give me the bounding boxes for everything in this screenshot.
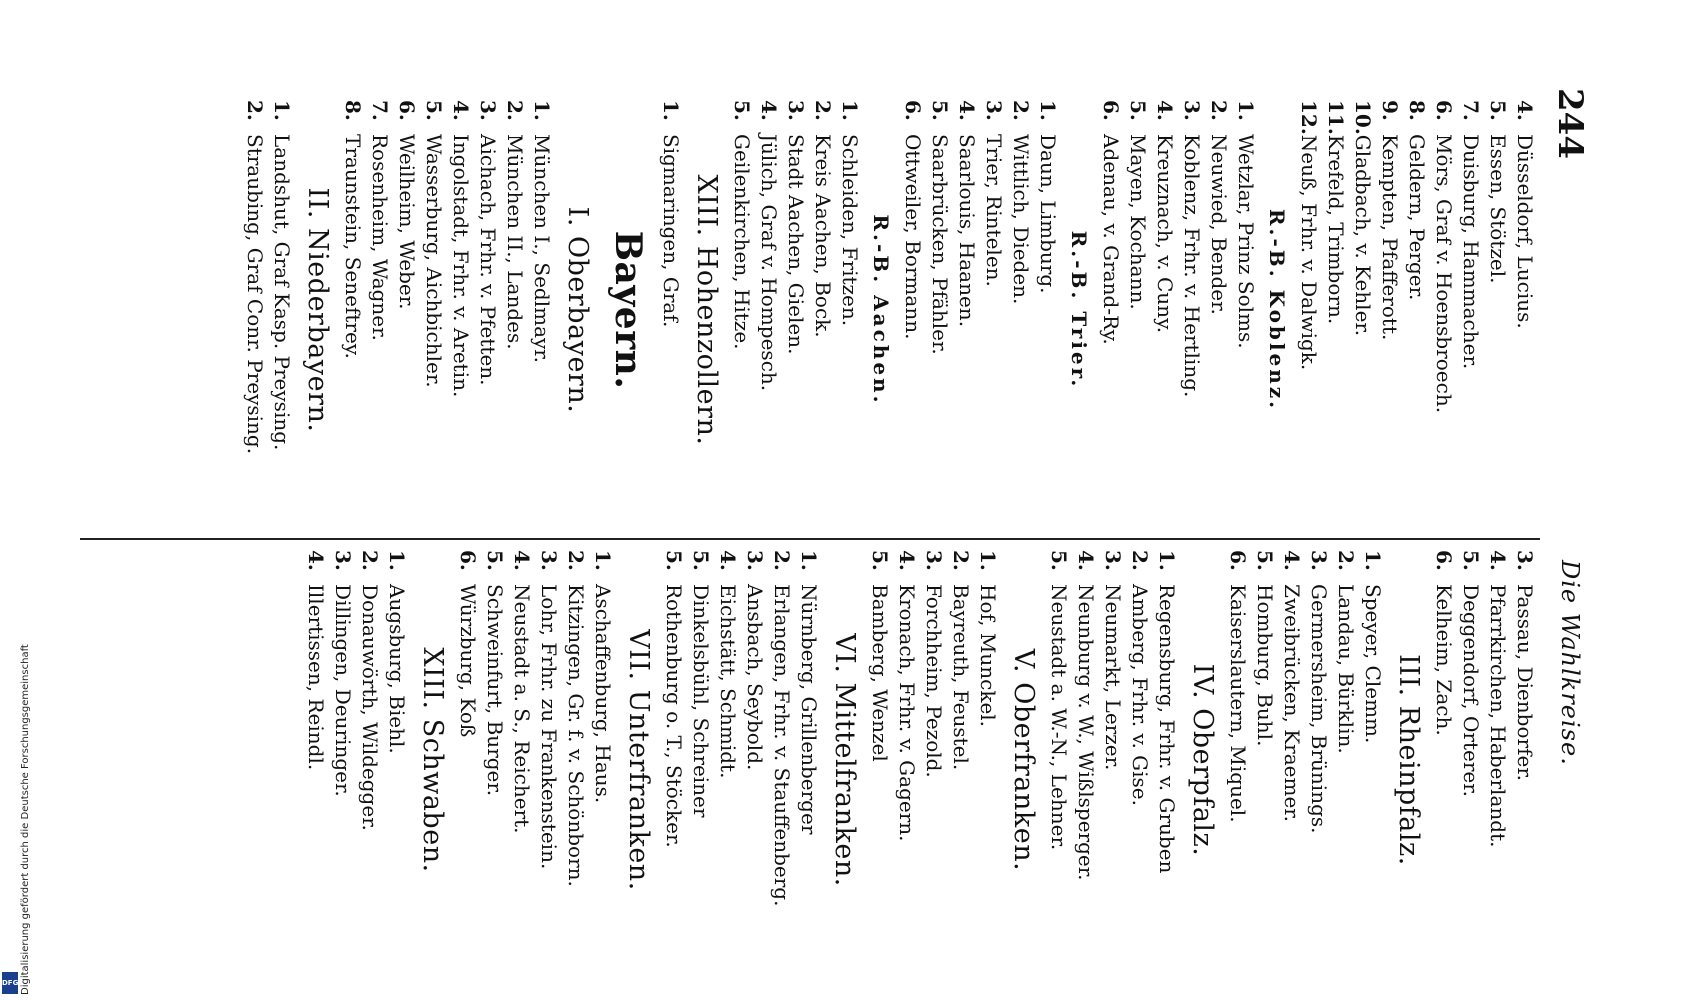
- list-item: [768, 550, 795, 970]
- item-text: Neunburg v. W., Wißlsperger.: [1074, 584, 1098, 881]
- list-item: [741, 550, 768, 970]
- item-number: 5.: [422, 100, 446, 121]
- rotated-page-content: [100, 80, 1590, 960]
- item-text: Sigmaringen, Graf.: [659, 134, 683, 328]
- item-number: 9.: [1378, 100, 1402, 121]
- item-number: 5.: [483, 550, 507, 571]
- digitization-note: [4, 600, 31, 995]
- oberbayern-list: [339, 100, 555, 520]
- item-number: 3.: [476, 100, 500, 121]
- item-number: 3.: [1101, 550, 1125, 571]
- item-text: Trier, Rintelen.: [982, 134, 1006, 287]
- list-item: [953, 100, 980, 520]
- list-item: [1034, 100, 1061, 520]
- section-heading-niederbayern: II. Niederbayern.: [302, 187, 333, 433]
- list-item: [728, 100, 755, 520]
- column-divider: [80, 538, 1540, 540]
- item-text: München I., Sedlmayr.: [530, 134, 554, 364]
- list-item: [947, 550, 974, 970]
- list-item: [302, 550, 329, 970]
- item-text: Rosenheim, Wagner.: [368, 134, 392, 341]
- item-number: 2.: [1009, 100, 1033, 121]
- item-text: Eichstätt, Schmidt.: [716, 584, 740, 779]
- list-item: [974, 550, 1001, 970]
- item-text: Essen, Stötzel.: [1486, 134, 1510, 284]
- item-number: 1.: [976, 550, 1000, 571]
- list-item: [481, 550, 508, 970]
- list-item: [1205, 100, 1232, 520]
- list-item: [1457, 550, 1484, 970]
- list-item: [714, 550, 741, 970]
- list-item: [687, 550, 714, 970]
- item-text: Amberg, Frhr. v. Gise.: [1128, 584, 1152, 806]
- item-text: Ansbach, Seybold.: [743, 584, 767, 771]
- page-header: [1550, 80, 1590, 960]
- list-item: [528, 100, 555, 520]
- list-item: [1295, 100, 1322, 520]
- item-text: Stadt Aachen, Gielen.: [784, 134, 808, 355]
- item-text: Kaiserslautern, Miquel.: [1226, 584, 1250, 823]
- item-number: 4.: [1153, 100, 1177, 121]
- item-number: 1.: [797, 550, 821, 571]
- list-item: [1178, 100, 1205, 520]
- list-item: [1305, 550, 1332, 970]
- list-item: [1332, 550, 1359, 970]
- item-number: 4.: [895, 550, 919, 571]
- list-item: [1403, 100, 1430, 520]
- item-text: Kreuznach, v. Cuny.: [1153, 134, 1177, 334]
- section-heading-oberpfalz: IV. Oberpfalz.: [1187, 663, 1218, 857]
- item-number: 3.: [1513, 550, 1537, 571]
- rheinpfalz-list: [1224, 550, 1386, 970]
- list-item: [1153, 550, 1180, 970]
- list-item: [795, 550, 822, 970]
- item-number: 7.: [1459, 100, 1483, 121]
- item-text: Erlangen, Frhr. v. Stauffenberg.: [770, 584, 794, 907]
- list-item: [809, 100, 836, 520]
- item-number: 5.: [730, 100, 754, 121]
- item-number: 4.: [1280, 550, 1304, 571]
- list-item: [1224, 550, 1251, 970]
- section-heading-oberbayern: I. Oberbayern.: [562, 206, 593, 414]
- item-text: Pfarrkirchen, Haberlandt.: [1486, 584, 1510, 848]
- schwaben-list: [302, 550, 410, 970]
- item-number: 6.: [901, 100, 925, 121]
- item-number: 6.: [1099, 100, 1123, 121]
- item-number: 4.: [757, 100, 781, 121]
- item-text: Schleiden, Fritzen.: [838, 134, 862, 327]
- list-item: [1484, 550, 1511, 970]
- item-number: 6.: [1432, 550, 1456, 571]
- dfg-logo: DFG: [2, 972, 18, 994]
- section-heading-schwaben: XIII. Schwaben.: [417, 647, 448, 873]
- list-item: [1359, 550, 1386, 970]
- running-title: Die Wahlkreise.: [1556, 560, 1584, 766]
- item-number: 1.: [530, 100, 554, 121]
- item-number: 3.: [982, 100, 1006, 121]
- item-number: 2.: [949, 550, 973, 571]
- item-number: 2.: [358, 550, 382, 571]
- item-text: Bamberg, Wenzel: [868, 584, 892, 762]
- item-text: Wetzlar, Prinz Solms.: [1234, 134, 1258, 349]
- item-number: 5.: [1486, 100, 1510, 121]
- item-text: Zweibrücken, Kraemer.: [1280, 584, 1304, 823]
- item-number: 4.: [1513, 100, 1537, 121]
- mittelfranken-list: [660, 550, 822, 970]
- item-text: Bayreuth, Feustel.: [949, 584, 973, 771]
- list-item: [920, 550, 947, 970]
- item-number: 5.: [1459, 550, 1483, 571]
- list-item: [1007, 100, 1034, 520]
- list-item: [1151, 100, 1178, 520]
- item-number: 2.: [564, 550, 588, 571]
- item-text: München II., Landes.: [503, 134, 527, 350]
- item-text: Deggendorf, Orterer.: [1459, 584, 1483, 797]
- list-item: [1349, 100, 1376, 520]
- list-item: [268, 100, 295, 520]
- list-item: [1376, 100, 1403, 520]
- list-item: [366, 100, 393, 520]
- list-item: [1322, 100, 1349, 520]
- list-item: [1511, 100, 1538, 520]
- list-item: [1097, 100, 1124, 520]
- item-number: 6.: [1226, 550, 1250, 571]
- item-number: 1.: [1361, 550, 1385, 571]
- list-item: [508, 550, 535, 970]
- section-heading-mittelfranken: VI. Mittelfranken.: [829, 633, 860, 887]
- item-text: Ottweiler, Bormann.: [901, 134, 925, 340]
- item-number: 1.: [591, 550, 615, 571]
- left-column: [241, 100, 1538, 520]
- item-number: 3.: [1307, 550, 1331, 571]
- item-text: Jülich, Graf v. Hompesch.: [757, 134, 781, 392]
- list-item: [1251, 550, 1278, 970]
- item-number: 2.: [1334, 550, 1358, 571]
- list-item: [339, 100, 366, 520]
- list-item: [1430, 100, 1457, 520]
- section-heading-aachen: R.-B. Aachen.: [869, 214, 893, 406]
- list-item: [1484, 100, 1511, 520]
- list-item: [1099, 550, 1126, 970]
- section-heading-hohenzollern: XIII. Hohenzollern.: [691, 174, 722, 446]
- digitization-credit-text: Digitalisierung gefördert durch die Deutsche Forschungsgemeinschaft: [20, 644, 31, 995]
- item-number: 3.: [784, 100, 808, 121]
- item-number: 5.: [928, 100, 952, 121]
- section-heading-koblenz: R.-B. Koblenz.: [1265, 208, 1289, 412]
- item-text: Duisburg, Hammacher.: [1459, 134, 1483, 370]
- item-number: 11.: [1324, 100, 1348, 135]
- item-text: Mayen, Kochann.: [1126, 134, 1150, 310]
- item-number: 5.: [1126, 100, 1150, 121]
- item-text: Traunstein, Seneftrey.: [341, 134, 365, 359]
- item-text: Wittlich, Dieden.: [1009, 134, 1033, 305]
- item-text: Daun, Limburg.: [1036, 134, 1060, 294]
- item-text: Würzburg, Koß: [456, 584, 480, 738]
- section-heading-rheinpfalz: III. Rheinpfalz.: [1393, 654, 1424, 866]
- item-text: Neuwied, Bender.: [1207, 134, 1231, 315]
- item-text: Schweinfurt, Burger.: [483, 584, 507, 797]
- item-text: Landau, Bürklin.: [1334, 584, 1358, 754]
- item-text: Dinkelsbühl, Schreiner: [689, 584, 713, 818]
- list-item: [1457, 100, 1484, 520]
- item-text: Passau, Dienborfer.: [1513, 584, 1537, 782]
- unterfranken-list: [454, 550, 616, 970]
- state-title-bayern: Bayern.: [607, 230, 649, 390]
- item-number: 3.: [922, 550, 946, 571]
- item-text: Wasserburg, Aichbichler.: [422, 134, 446, 388]
- item-text: Neuß, Frhr. v. Dalwigk.: [1297, 134, 1321, 371]
- list-item: [755, 100, 782, 520]
- item-number: 3.: [537, 550, 561, 571]
- page-number: 244: [1550, 88, 1590, 159]
- item-number: 6.: [1432, 100, 1456, 121]
- item-number: 5.: [662, 550, 686, 571]
- item-text: Weilheim, Weber.: [395, 134, 419, 310]
- item-number: 4.: [304, 550, 328, 571]
- item-text: Regensburg, Frhr. v. Gruben: [1155, 584, 1179, 874]
- list-item: [660, 550, 687, 970]
- list-item: [474, 100, 501, 520]
- list-item: [1430, 550, 1457, 970]
- item-number: 2.: [1128, 550, 1152, 571]
- item-number: 1.: [385, 550, 409, 571]
- oberpfalz-list: [1045, 550, 1180, 970]
- item-text: Geilenkirchen, Hitze.: [730, 134, 754, 350]
- list-item: [1511, 550, 1538, 970]
- item-text: Forchheim, Pezold.: [922, 584, 946, 778]
- list-item: [535, 550, 562, 970]
- item-text: Rothenburg o. T., Stöcker.: [662, 584, 686, 848]
- item-text: Neustadt a. S., Reichert.: [510, 584, 534, 834]
- list-item: [866, 550, 893, 970]
- list-item: [329, 550, 356, 970]
- hohenzollern-list: [657, 100, 684, 520]
- item-text: Kitzingen, Gr. f. v. Schönborn.: [564, 584, 588, 887]
- item-text: Kelheim, Zach.: [1432, 584, 1456, 736]
- item-text: Homburg, Buhl.: [1253, 584, 1277, 747]
- item-text: Adenau, v. Grand-Ry.: [1099, 134, 1123, 345]
- item-number: 4.: [1074, 550, 1098, 571]
- item-text: Illertissen, Reindl.: [304, 584, 328, 771]
- item-text: Koblenz, Frhr. v. Hertling.: [1180, 134, 1204, 398]
- item-text: Neustadt a. W.-N., Lehner.: [1047, 584, 1071, 851]
- list-item: [454, 550, 481, 970]
- item-text: Aichach, Frhr. v. Pfetten.: [476, 134, 500, 386]
- item-number: 1.: [659, 100, 683, 121]
- list-item: [782, 100, 809, 520]
- item-number: 1.: [270, 100, 294, 121]
- item-text: Kreis Aachen, Bock.: [811, 134, 835, 338]
- item-text: Gladbach, v. Kehler.: [1351, 134, 1375, 337]
- right-intro-list: [1430, 550, 1538, 970]
- item-number: 3.: [1180, 100, 1204, 121]
- item-text: Geldern, Perger.: [1405, 134, 1429, 301]
- list-item: [393, 100, 420, 520]
- item-text: Nürnberg, Grillenberger: [797, 584, 821, 835]
- aachen-list: [728, 100, 863, 520]
- list-item: [657, 100, 684, 520]
- item-number: 2.: [811, 100, 835, 121]
- item-number: 8.: [1405, 100, 1429, 121]
- item-number: 4.: [1486, 550, 1510, 571]
- koblenz-list: [1097, 100, 1259, 520]
- item-text: Saarlouis, Haanen.: [955, 134, 979, 328]
- item-text: Mörs, Graf v. Hoensbroech.: [1432, 134, 1456, 414]
- item-number: 5.: [689, 550, 713, 571]
- left-intro-list: [1295, 100, 1538, 520]
- section-heading-unterfranken: VII. Unterfranken.: [623, 629, 654, 891]
- item-number: 3.: [743, 550, 767, 571]
- item-number: 1.: [1155, 550, 1179, 571]
- item-text: Neumarkt, Lerzer.: [1101, 584, 1125, 771]
- item-text: Germersheim, Brünings.: [1307, 584, 1331, 834]
- item-text: Lohr, Frhr. zu Frankenstein.: [537, 584, 561, 870]
- right-column: [302, 550, 1538, 970]
- list-item: [1072, 550, 1099, 970]
- item-text: Landshut, Graf Kasp. Preysing.: [270, 134, 294, 451]
- item-text: Krefeld, Trimborn.: [1324, 134, 1348, 325]
- item-number: 1.: [838, 100, 862, 121]
- list-item: [420, 100, 447, 520]
- item-text: Kronach, Frhr. v. Gagern.: [895, 584, 919, 842]
- item-number: 2.: [243, 100, 267, 121]
- list-item: [899, 100, 926, 520]
- niederbayern-list: [241, 100, 295, 520]
- item-text: Düsseldorf, Lucius.: [1513, 134, 1537, 329]
- list-item: [980, 100, 1007, 520]
- item-text: Straubing, Graf Conr. Preysing.: [243, 134, 267, 455]
- item-number: 6.: [395, 100, 419, 121]
- item-number: 4.: [449, 100, 473, 121]
- item-number: 2.: [503, 100, 527, 121]
- oberfranken-list: [866, 550, 1001, 970]
- trier-list: [899, 100, 1061, 520]
- list-item: [893, 550, 920, 970]
- item-text: Speyer, Clemm.: [1361, 584, 1385, 744]
- item-number: 6.: [456, 550, 480, 571]
- item-text: Kempten, Pfafferott.: [1378, 134, 1402, 341]
- list-item: [447, 100, 474, 520]
- item-number: 5.: [1047, 550, 1071, 571]
- list-item: [836, 100, 863, 520]
- list-item: [589, 550, 616, 970]
- list-item: [501, 100, 528, 520]
- list-item: [1126, 550, 1153, 970]
- list-item: [1045, 550, 1072, 970]
- list-item: [1124, 100, 1151, 520]
- item-number: 1.: [1036, 100, 1060, 121]
- item-text: Aschaffenburg, Haus.: [591, 584, 615, 804]
- list-item: [356, 550, 383, 970]
- item-text: Saarbrücken, Pfähler.: [928, 134, 952, 355]
- list-item: [926, 100, 953, 520]
- list-item: [1278, 550, 1305, 970]
- item-number: 12.: [1297, 100, 1321, 135]
- item-number: 4.: [716, 550, 740, 571]
- item-text: Dillingen, Deuringer.: [331, 584, 355, 797]
- list-item: [562, 550, 589, 970]
- list-item: [383, 550, 410, 970]
- item-number: 7.: [368, 100, 392, 121]
- item-number: 8.: [341, 100, 365, 121]
- list-item: [241, 100, 268, 520]
- item-number: 5.: [868, 550, 892, 571]
- item-number: 4.: [510, 550, 534, 571]
- item-text: Augsburg, Biehl.: [385, 584, 409, 754]
- item-number: 1.: [1234, 100, 1258, 121]
- section-heading-trier: R.-B. Trier.: [1067, 230, 1091, 390]
- item-number: 4.: [955, 100, 979, 121]
- item-number: 2.: [770, 550, 794, 571]
- section-heading-oberfranken: V. Oberfranken.: [1008, 648, 1039, 872]
- item-number: 2.: [1207, 100, 1231, 121]
- item-number: 10.: [1351, 100, 1375, 135]
- list-item: [1232, 100, 1259, 520]
- item-text: Hof, Munckel.: [976, 584, 1000, 728]
- item-number: 5.: [1253, 550, 1277, 571]
- item-text: Ingolstadt, Frhr. v. Aretin.: [449, 134, 473, 398]
- item-text: Donauwörth, Wildegger.: [358, 584, 382, 831]
- item-number: 3.: [331, 550, 355, 571]
